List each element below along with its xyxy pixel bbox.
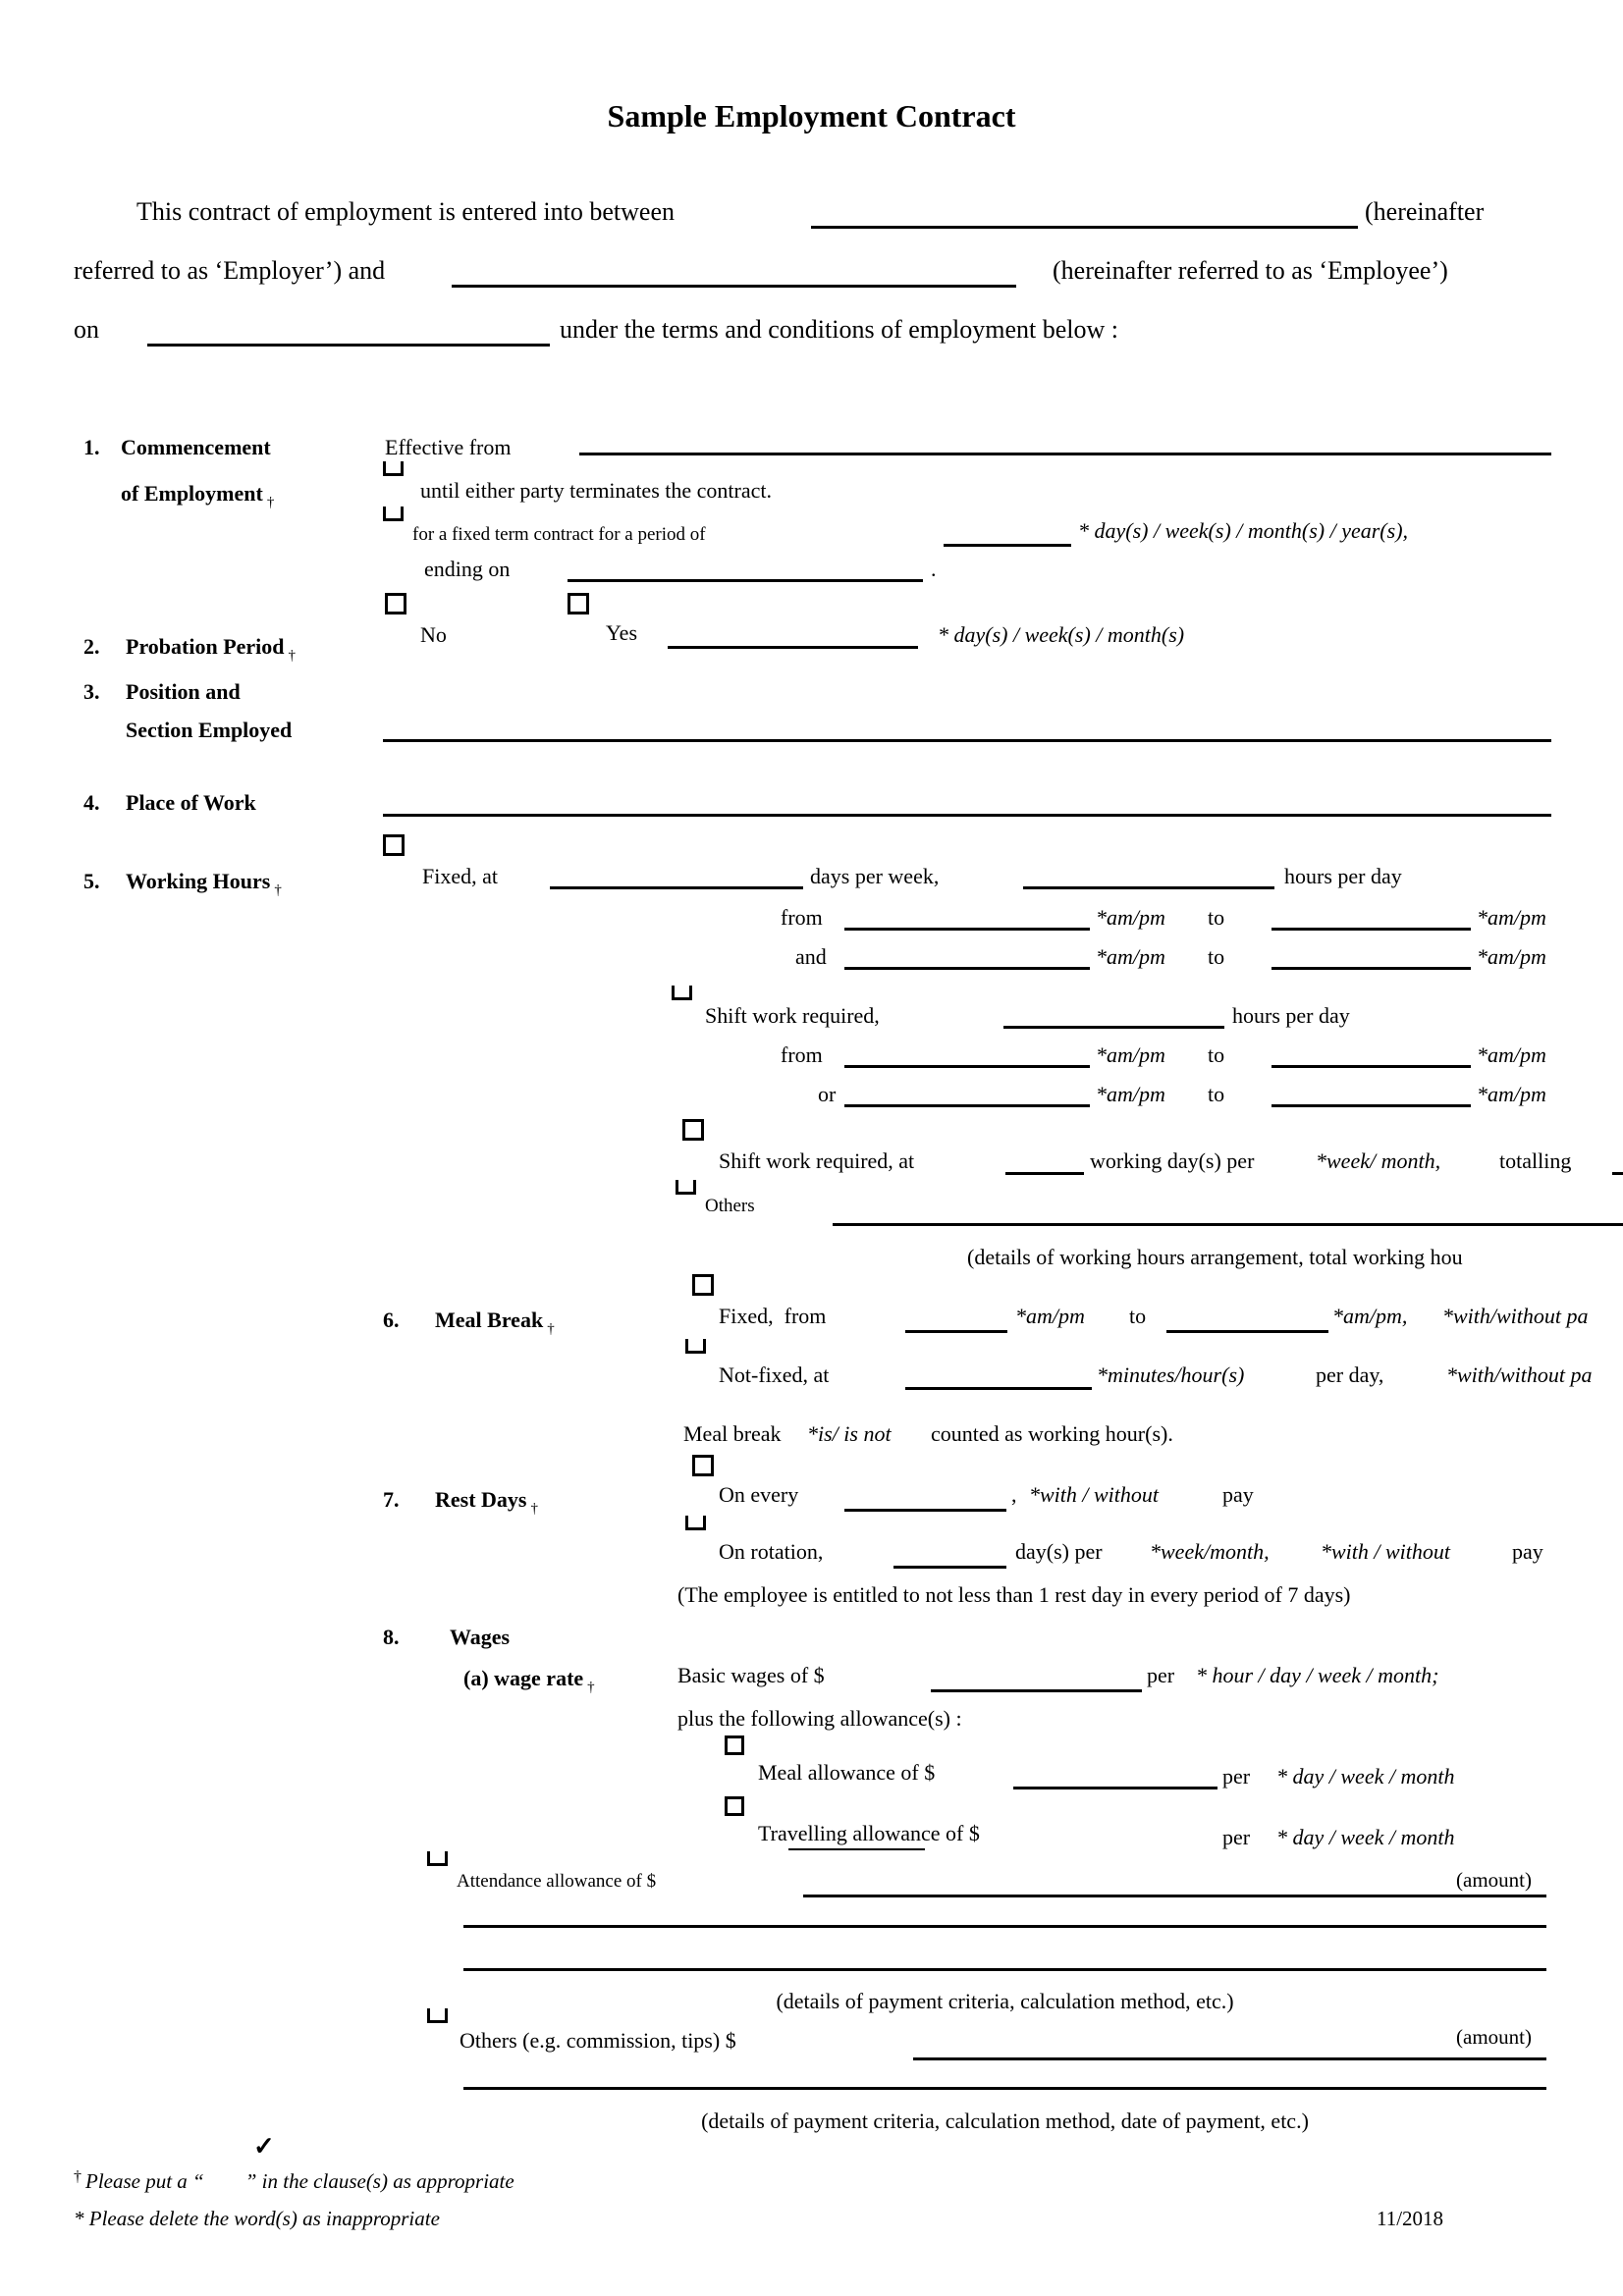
fixed-and-from-blank[interactable] bbox=[844, 967, 1090, 970]
fixed-from-time-blank[interactable] bbox=[844, 928, 1090, 931]
attendance-allowance-checkbox[interactable] bbox=[427, 1851, 448, 1866]
working-hours-details-caption: (details of working hours arrangement, total working hou bbox=[967, 1245, 1463, 1269]
probation-yes-label: Yes bbox=[606, 620, 638, 645]
meal-to-ampm: *am/pm, bbox=[1332, 1304, 1408, 1328]
position-section-blank[interactable] bbox=[383, 739, 1551, 742]
rest-rotation-pay-option: *with / without bbox=[1321, 1539, 1451, 1564]
section4-number: 4. bbox=[83, 790, 100, 815]
meal-from-time-blank[interactable] bbox=[905, 1330, 1007, 1333]
fixed-from-label: from bbox=[781, 905, 823, 930]
shift-or-label: or bbox=[818, 1082, 837, 1106]
section7-title-text: Rest Days bbox=[435, 1487, 527, 1512]
ending-on-period: . bbox=[931, 557, 937, 581]
section5-number: 5. bbox=[83, 869, 100, 893]
basic-wages-units: * hour / day / week / month; bbox=[1196, 1663, 1439, 1687]
fixed-to-ampm: *am/pm bbox=[1477, 905, 1546, 930]
working-days-per-label: working day(s) per bbox=[1090, 1148, 1255, 1173]
ending-on-blank[interactable] bbox=[568, 579, 923, 582]
section5-title-text: Working Hours bbox=[126, 869, 271, 893]
section1-title-line2 bbox=[121, 481, 275, 510]
wage-rate-label bbox=[463, 1666, 595, 1695]
fixed-to-time-blank[interactable] bbox=[1271, 928, 1471, 931]
meal-notfixed-pay-label: *with/without pa bbox=[1446, 1362, 1593, 1387]
travel-allowance-label: Travelling allowance of $ bbox=[758, 1821, 980, 1845]
meal-allowance-checkbox[interactable] bbox=[725, 1735, 744, 1755]
section7-title bbox=[435, 1487, 538, 1517]
rest-every-label: On every bbox=[719, 1482, 799, 1507]
other-payments-amount-caption: (amount) bbox=[1456, 2025, 1532, 2049]
fixed-to-label: to bbox=[1208, 905, 1225, 930]
page-title: Sample Employment Contract bbox=[607, 98, 1016, 133]
travel-allowance-per: per bbox=[1222, 1825, 1251, 1849]
attendance-allowance-label: Attendance allowance of $ bbox=[457, 1871, 657, 1892]
rest-rotation-label: On rotation, bbox=[719, 1539, 824, 1564]
shift-or-to-label: to bbox=[1208, 1082, 1225, 1106]
fixed-term-units: * day(s) / week(s) / month(s) / year(s), bbox=[1078, 518, 1409, 543]
intro-line1-suffix: (hereinafter bbox=[1365, 197, 1485, 226]
shift-or-from-blank[interactable] bbox=[844, 1104, 1090, 1107]
fixed-at-label: Fixed, at bbox=[422, 864, 498, 888]
section2-title bbox=[126, 634, 297, 664]
other-payments-checkbox[interactable] bbox=[427, 2008, 448, 2023]
meal-allowance-blank[interactable] bbox=[1013, 1787, 1217, 1789]
shift-from-label: from bbox=[781, 1042, 823, 1067]
footnote-dagger-symbol: † bbox=[74, 2168, 81, 2185]
rest-days-note: (The employee is entitled to not less than 1 rest day in every period of 7 days) bbox=[677, 1582, 1351, 1607]
meal-allowance-units: * day / week / month bbox=[1276, 1764, 1455, 1789]
meal-per-day-label: per day, bbox=[1316, 1362, 1384, 1387]
contract-date-blank[interactable] bbox=[147, 344, 550, 347]
rest-week-month-label: *week/month, bbox=[1150, 1539, 1270, 1564]
fixed-and-to-blank[interactable] bbox=[1271, 967, 1471, 970]
open-ended-contract-checkbox[interactable] bbox=[383, 461, 404, 476]
intro-line2-text: referred to as ‘Employer’) and bbox=[74, 256, 386, 285]
payment-details-caption-1: (details of payment criteria, calculation method, etc.) bbox=[776, 1989, 1234, 2013]
rest-every-comma: , bbox=[1011, 1482, 1017, 1507]
other-payments-blank[interactable] bbox=[913, 2057, 1546, 2060]
rest-rotation-blank[interactable] bbox=[893, 1566, 1006, 1569]
allowance-details-blank-1[interactable] bbox=[463, 1925, 1546, 1928]
allowance-details-blank-2[interactable] bbox=[463, 1968, 1546, 1971]
shift-from-ampm: *am/pm bbox=[1096, 1042, 1165, 1067]
meal-from-ampm: *am/pm bbox=[1015, 1304, 1085, 1328]
section7-dagger: † bbox=[530, 1501, 538, 1517]
meal-to-time-blank[interactable] bbox=[1166, 1330, 1328, 1333]
rest-every-pay-label: pay bbox=[1222, 1482, 1254, 1507]
footnote-dagger-line bbox=[74, 2169, 514, 2193]
other-hours-label: Others bbox=[705, 1196, 755, 1216]
probation-no-label: No bbox=[420, 622, 447, 647]
travel-allowance-blank[interactable] bbox=[788, 1848, 925, 1850]
other-payments-details-blank[interactable] bbox=[463, 2087, 1546, 2090]
shift-to-label: to bbox=[1208, 1042, 1225, 1067]
footnote-dagger-text-a: Please put a “ bbox=[85, 2169, 204, 2193]
place-of-work-blank[interactable] bbox=[383, 814, 1551, 817]
rest-days-per-label: day(s) per bbox=[1015, 1539, 1103, 1564]
meal-note-part2: *is/ is not bbox=[807, 1421, 892, 1446]
probation-length-blank[interactable] bbox=[668, 646, 918, 649]
other-hours-checkbox[interactable] bbox=[676, 1180, 696, 1195]
meal-minutes-label: *minutes/hour(s) bbox=[1097, 1362, 1245, 1387]
other-payments-label: Others (e.g. commission, tips) $ bbox=[460, 2028, 736, 2053]
rest-every-checkbox[interactable] bbox=[692, 1455, 714, 1476]
fixed-and-label: and bbox=[795, 944, 827, 969]
fixed-and-to-label: to bbox=[1208, 944, 1225, 969]
totalling-blank[interactable] bbox=[1612, 1172, 1623, 1175]
meal-note-part3: counted as working hour(s). bbox=[931, 1421, 1173, 1446]
payment-details-caption-2: (details of payment criteria, calculation method, date of payment, etc.) bbox=[701, 2109, 1309, 2133]
section4-title: Place of Work bbox=[126, 790, 256, 815]
meal-notfixed-label: Not-fixed, at bbox=[719, 1362, 830, 1387]
shift-or-to-ampm: *am/pm bbox=[1477, 1082, 1546, 1106]
shift-hours-blank[interactable] bbox=[1003, 1026, 1224, 1029]
ending-on-label: ending on bbox=[424, 557, 511, 581]
employer-name-blank[interactable] bbox=[811, 226, 1358, 229]
intro-line3-text: on bbox=[74, 315, 99, 344]
fixed-term-period-blank[interactable] bbox=[944, 544, 1071, 547]
basic-wages-blank[interactable] bbox=[931, 1689, 1142, 1692]
probation-yes-checkbox[interactable] bbox=[568, 593, 589, 614]
fixed-hours-checkbox[interactable] bbox=[383, 834, 405, 856]
shift-work-label: Shift work required, bbox=[705, 1003, 880, 1028]
meal-fixed-checkbox[interactable] bbox=[692, 1274, 714, 1296]
section6-title-text: Meal Break bbox=[435, 1308, 544, 1332]
intro-line2-suffix: (hereinafter referred to as ‘Employee’) bbox=[1053, 256, 1448, 285]
section6-title bbox=[435, 1308, 555, 1337]
section5-title bbox=[126, 869, 282, 898]
attendance-allowance-blank[interactable] bbox=[803, 1895, 1546, 1897]
shift-work-days-checkbox[interactable] bbox=[682, 1119, 704, 1141]
rest-rotation-pay-label: pay bbox=[1512, 1539, 1543, 1564]
section8-title: Wages bbox=[450, 1625, 511, 1649]
hours-per-day-blank[interactable] bbox=[1023, 886, 1274, 889]
wage-rate-dagger: † bbox=[587, 1680, 595, 1695]
hours-per-day-label: hours per day bbox=[1284, 864, 1402, 888]
section2-dagger: † bbox=[288, 648, 297, 664]
effective-from-label: Effective from bbox=[385, 435, 512, 459]
shift-hours-per-day-label: hours per day bbox=[1232, 1003, 1350, 1028]
section1-dagger: † bbox=[266, 495, 275, 510]
section3-title-line1: Position and bbox=[126, 679, 241, 704]
section1-title-line2-text: of Employment bbox=[121, 481, 263, 506]
footnote-asterisk-line: * Please delete the word(s) as inappropriate bbox=[74, 2207, 440, 2230]
section2-number: 2. bbox=[83, 634, 100, 659]
fixed-term-contract-label: for a fixed term contract for a period of bbox=[412, 524, 706, 545]
basic-wages-per: per bbox=[1147, 1663, 1175, 1687]
open-ended-contract-label: until either party terminates the contract. bbox=[420, 478, 772, 503]
shift-from-time-blank[interactable] bbox=[844, 1065, 1090, 1068]
fixed-term-contract-checkbox[interactable] bbox=[383, 507, 404, 521]
rest-rotation-checkbox[interactable] bbox=[685, 1516, 706, 1530]
employee-name-blank[interactable] bbox=[452, 285, 1016, 288]
section1-title-line1: Commencement bbox=[121, 435, 271, 459]
shift-or-ampm: *am/pm bbox=[1096, 1082, 1165, 1106]
shift-days-count-blank[interactable] bbox=[1005, 1172, 1084, 1175]
shift-work-days-label: Shift work required, at bbox=[719, 1148, 915, 1173]
plus-allowances-label: plus the following allowance(s) : bbox=[677, 1706, 962, 1731]
shift-or-to-blank[interactable] bbox=[1271, 1104, 1471, 1107]
rest-every-pay-option: *with / without bbox=[1029, 1482, 1160, 1507]
travel-allowance-checkbox[interactable] bbox=[725, 1796, 744, 1816]
meal-allowance-label: Meal allowance of $ bbox=[758, 1760, 936, 1785]
shift-work-checkbox[interactable] bbox=[672, 986, 692, 1000]
effective-from-blank[interactable] bbox=[579, 453, 1551, 455]
shift-to-ampm: *am/pm bbox=[1477, 1042, 1546, 1067]
section2-title-text: Probation Period bbox=[126, 634, 285, 659]
wage-rate-label-text: (a) wage rate bbox=[463, 1666, 584, 1690]
attendance-amount-caption: (amount) bbox=[1456, 1868, 1532, 1892]
fixed-and-to-ampm: *am/pm bbox=[1477, 944, 1546, 969]
probation-no-checkbox[interactable] bbox=[385, 593, 406, 614]
basic-wages-label: Basic wages of $ bbox=[677, 1663, 825, 1687]
rest-every-blank[interactable] bbox=[844, 1509, 1006, 1512]
fixed-from-ampm: *am/pm bbox=[1096, 905, 1165, 930]
other-hours-blank[interactable] bbox=[833, 1223, 1623, 1226]
meal-notfixed-checkbox[interactable] bbox=[685, 1339, 706, 1354]
intro-line1-text: This contract of employment is entered into between bbox=[136, 197, 675, 226]
section3-title-line2: Section Employed bbox=[126, 718, 293, 742]
travel-allowance-units: * day / week / month bbox=[1276, 1825, 1455, 1849]
section6-dagger: † bbox=[547, 1321, 555, 1337]
section6-number: 6. bbox=[383, 1308, 400, 1332]
section7-number: 7. bbox=[383, 1487, 400, 1512]
checkmark-sample-icon: ✓ bbox=[253, 2132, 275, 2161]
meal-duration-blank[interactable] bbox=[905, 1387, 1092, 1390]
meal-to-label: to bbox=[1129, 1304, 1147, 1328]
meal-fixed-label: Fixed, from bbox=[719, 1304, 827, 1328]
totalling-label: totalling bbox=[1499, 1148, 1572, 1173]
footnote-dagger-text-b: ” in the clause(s) as appropriate bbox=[244, 2169, 514, 2193]
section3-number: 3. bbox=[83, 679, 100, 704]
intro-line3-suffix: under the terms and conditions of employment below : bbox=[560, 315, 1118, 344]
section5-dagger: † bbox=[274, 882, 282, 898]
days-per-week-blank[interactable] bbox=[550, 886, 803, 889]
days-per-week-label: days per week, bbox=[810, 864, 940, 888]
version-label: 11/2018 bbox=[1377, 2207, 1444, 2230]
section8-number: 8. bbox=[383, 1625, 400, 1649]
probation-units: * day(s) / week(s) / month(s) bbox=[938, 622, 1185, 647]
shift-to-time-blank[interactable] bbox=[1271, 1065, 1471, 1068]
meal-allowance-per: per bbox=[1222, 1764, 1251, 1789]
fixed-and-from-ampm: *am/pm bbox=[1096, 944, 1165, 969]
section1-number: 1. bbox=[83, 435, 100, 459]
shift-week-month-label: *week/ month, bbox=[1316, 1148, 1441, 1173]
meal-fixed-pay-label: *with/without pa bbox=[1442, 1304, 1589, 1328]
meal-note-part1: Meal break bbox=[683, 1421, 782, 1446]
